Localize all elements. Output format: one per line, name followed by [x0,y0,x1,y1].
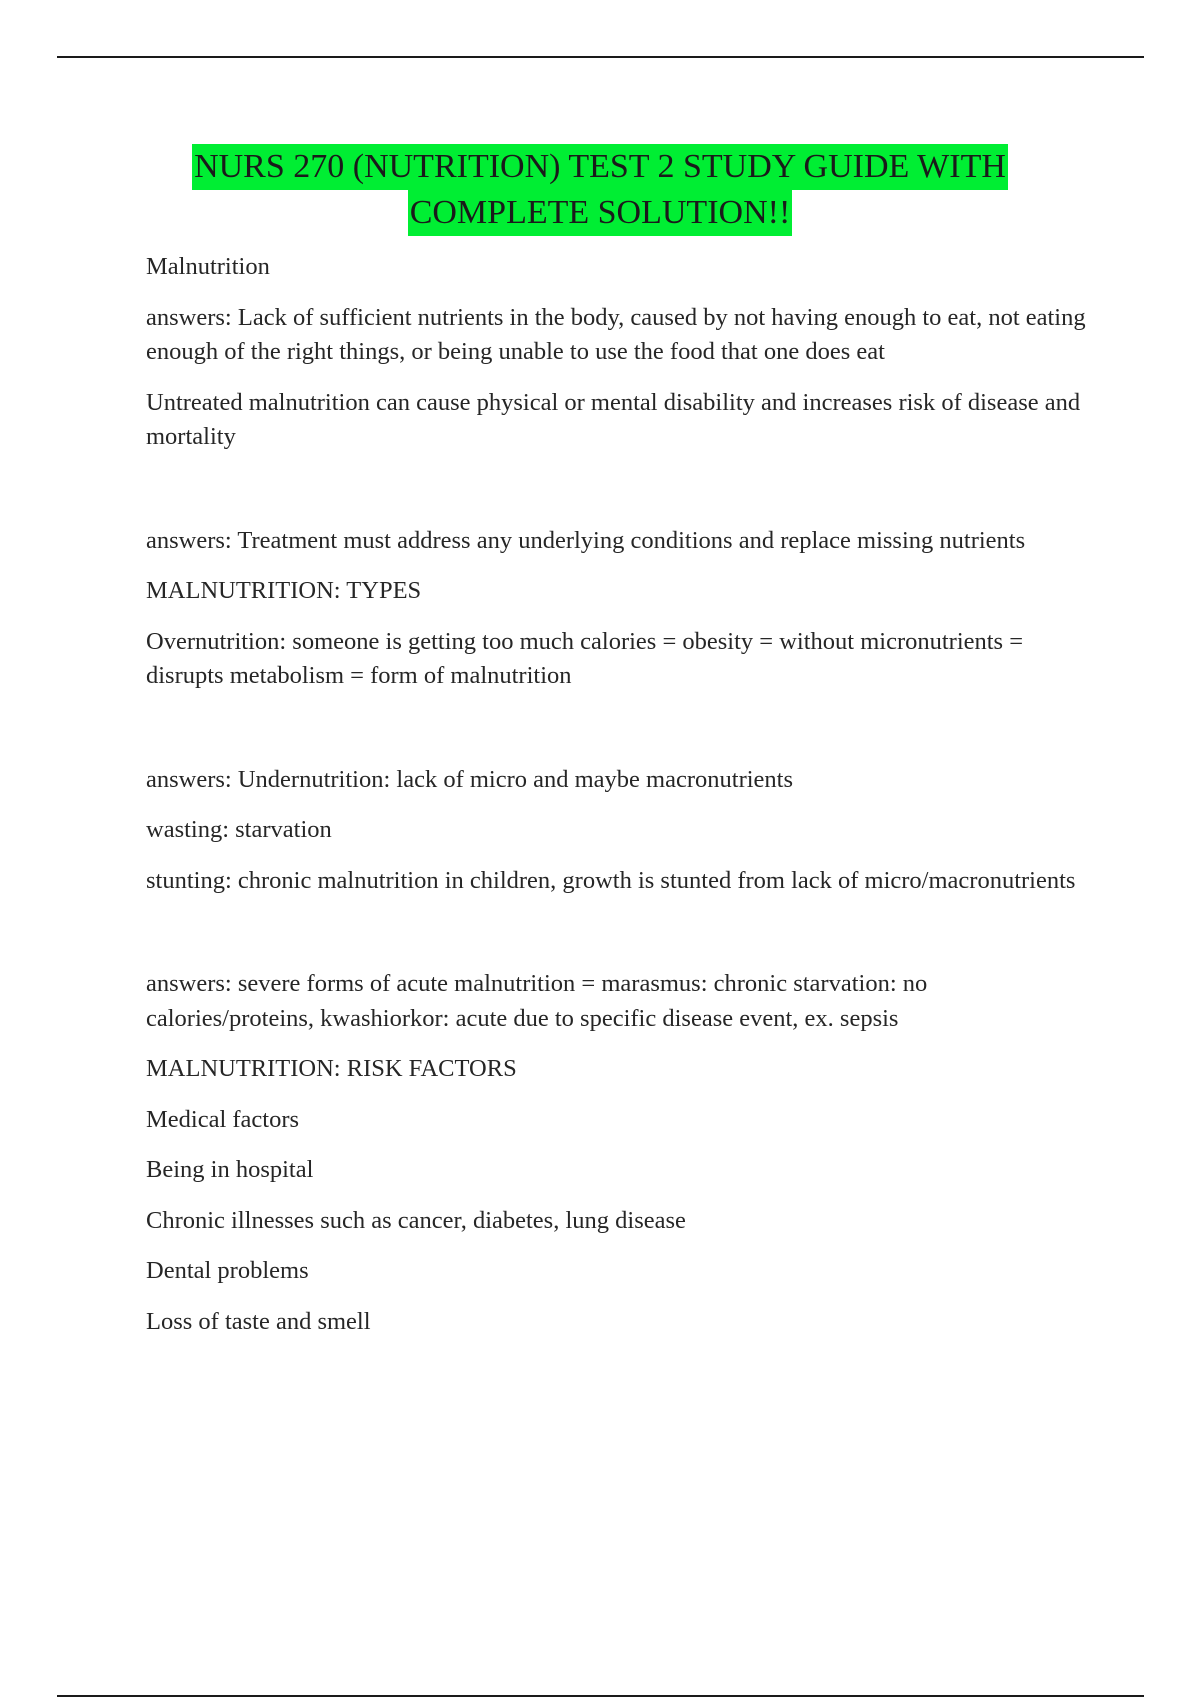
list-item: Loss of taste and smell [146,1307,371,1335]
term-malnutrition: Malnutrition [146,253,270,280]
section-heading-risk-factors: MALNUTRITION: RISK FACTORS [146,1055,517,1082]
body-paragraph: Untreated malnutrition can cause physical or mental disability and increases risk of disease and mortality [146,388,1081,450]
answer-paragraph: answers: Lack of sufficient nutrients in the body, caused by not having enough to eat, not eating enough of the right things, or being unable to use the food that one does eat [146,303,1086,365]
document-title [0,144,1200,236]
list-item: Medical factors [146,1105,300,1133]
answer-paragraph: answers: Undernutrition: lack of micro and maybe macronutrients [146,765,794,793]
body-paragraph: stunting: chronic malnutrition in children, growth is stunted from lack of micro/macronutrients [146,866,1076,894]
list-item: Being in hospital [146,1156,314,1183]
answer-paragraph: answers: severe forms of acute malnutrition = marasmus: chronic starvation: no calories/proteins, kwashiorkor: acute due to specific disease event, ex. sepsis [146,970,928,1032]
page-bottom-rule [57,1695,1144,1697]
page-top-rule [57,56,1144,58]
body-paragraph: wasting: starvation [146,816,332,843]
list-item: Chronic illnesses such as cancer, diabetes, lung disease [146,1206,686,1234]
answer-paragraph: answers: Treatment must address any underlying conditions and replace missing nutrients [146,526,1026,554]
list-item: Dental problems [146,1257,309,1284]
title-line-1: NURS 270 (NUTRITION) TEST 2 STUDY GUIDE WITH [192,144,1008,190]
title-line-2: COMPLETE SOLUTION!! [408,190,793,236]
section-heading-types: MALNUTRITION: TYPES [146,577,422,604]
body-paragraph: Overnutrition: someone is getting too much calories = obesity = without micronutrients = disrupts metabolism = form of malnutrition [146,627,1024,689]
document-body [146,250,1096,1355]
